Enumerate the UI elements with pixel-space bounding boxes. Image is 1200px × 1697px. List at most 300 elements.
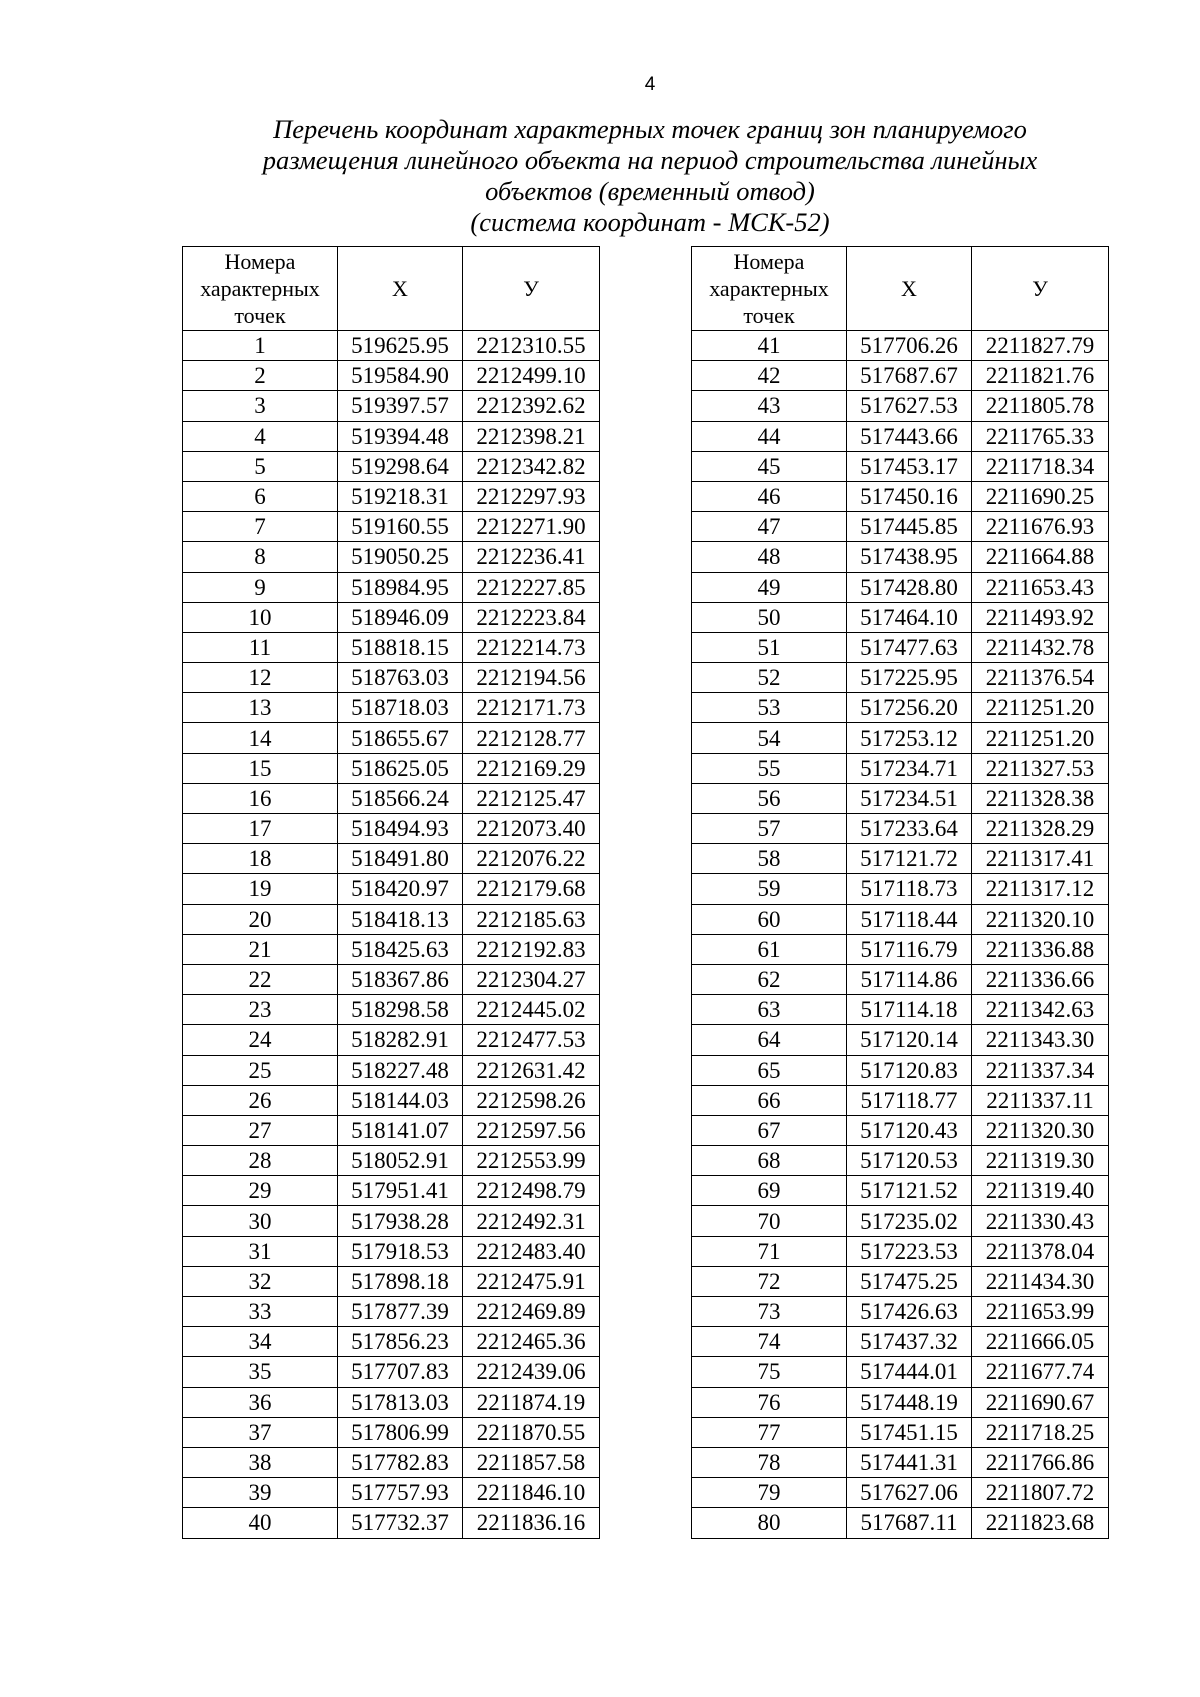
point-number-cell: 6 <box>183 481 338 511</box>
y-coordinate-cell: 2211319.30 <box>972 1146 1109 1176</box>
table-row <box>183 1387 600 1417</box>
x-coordinate-cell: 517441.31 <box>847 1447 972 1477</box>
header-y: У <box>463 247 600 331</box>
table-row <box>692 693 1109 723</box>
x-coordinate-cell: 518491.80 <box>338 844 463 874</box>
y-coordinate-cell: 2212073.40 <box>463 814 600 844</box>
y-coordinate-cell: 2211343.30 <box>972 1025 1109 1055</box>
y-coordinate-cell: 2212297.93 <box>463 481 600 511</box>
point-number-cell: 3 <box>183 391 338 421</box>
point-number-cell: 54 <box>692 723 847 753</box>
y-coordinate-cell: 2211434.30 <box>972 1266 1109 1296</box>
table-row <box>183 391 600 421</box>
table-row <box>692 331 1109 361</box>
header-point-number: Номера характерных точек <box>183 247 338 331</box>
x-coordinate-cell: 517118.44 <box>847 904 972 934</box>
point-number-cell: 57 <box>692 814 847 844</box>
x-coordinate-cell: 519625.95 <box>338 331 463 361</box>
table-row <box>692 1146 1109 1176</box>
point-number-cell: 78 <box>692 1447 847 1477</box>
x-coordinate-cell: 517732.37 <box>338 1508 463 1538</box>
point-number-cell: 5 <box>183 451 338 481</box>
y-coordinate-cell: 2212271.90 <box>463 512 600 542</box>
point-number-cell: 70 <box>692 1206 847 1236</box>
table-row <box>183 1266 600 1296</box>
table-row <box>692 1447 1109 1477</box>
point-number-cell: 25 <box>183 1055 338 1085</box>
title-line: (система координат - МСК-52) <box>470 207 830 237</box>
y-coordinate-cell: 2212475.91 <box>463 1266 600 1296</box>
point-number-cell: 63 <box>692 995 847 1025</box>
y-coordinate-cell: 2212171.73 <box>463 693 600 723</box>
x-coordinate-cell: 519397.57 <box>338 391 463 421</box>
point-number-cell: 24 <box>183 1025 338 1055</box>
x-coordinate-cell: 517706.26 <box>847 331 972 361</box>
point-number-cell: 61 <box>692 934 847 964</box>
table-row <box>183 1327 600 1357</box>
x-coordinate-cell: 517951.41 <box>338 1176 463 1206</box>
y-coordinate-cell: 2211251.20 <box>972 693 1109 723</box>
table-row <box>692 723 1109 753</box>
x-coordinate-cell: 517437.32 <box>847 1327 972 1357</box>
table-row <box>183 421 600 451</box>
y-coordinate-cell: 2211766.86 <box>972 1447 1109 1477</box>
point-number-cell: 60 <box>692 904 847 934</box>
table-row <box>692 572 1109 602</box>
point-number-cell: 75 <box>692 1357 847 1387</box>
y-coordinate-cell: 2212631.42 <box>463 1055 600 1085</box>
x-coordinate-cell: 518494.93 <box>338 814 463 844</box>
x-coordinate-cell: 517918.53 <box>338 1236 463 1266</box>
point-number-cell: 53 <box>692 693 847 723</box>
y-coordinate-cell: 2212499.10 <box>463 361 600 391</box>
point-number-cell: 48 <box>692 542 847 572</box>
x-coordinate-cell: 517444.01 <box>847 1357 972 1387</box>
y-coordinate-cell: 2212194.56 <box>463 663 600 693</box>
x-coordinate-cell: 517707.83 <box>338 1357 463 1387</box>
table-row <box>183 904 600 934</box>
x-coordinate-cell: 517114.18 <box>847 995 972 1025</box>
point-number-cell: 38 <box>183 1447 338 1477</box>
y-coordinate-cell: 2211874.19 <box>463 1387 600 1417</box>
point-number-cell: 50 <box>692 602 847 632</box>
table-row <box>183 632 600 662</box>
point-number-cell: 9 <box>183 572 338 602</box>
point-number-cell: 51 <box>692 632 847 662</box>
table-row <box>183 1478 600 1508</box>
table-row <box>692 783 1109 813</box>
header-x: X <box>847 247 972 331</box>
title-line: объектов (временный отвод) <box>485 176 815 206</box>
point-number-cell: 37 <box>183 1417 338 1447</box>
table-row <box>692 1417 1109 1447</box>
table-row <box>183 753 600 783</box>
table-row <box>183 1297 600 1327</box>
x-coordinate-cell: 517448.19 <box>847 1387 972 1417</box>
y-coordinate-cell: 2212223.84 <box>463 602 600 632</box>
y-coordinate-cell: 2212477.53 <box>463 1025 600 1055</box>
y-coordinate-cell: 2211330.43 <box>972 1206 1109 1236</box>
y-coordinate-cell: 2211807.72 <box>972 1478 1109 1508</box>
table-row <box>692 391 1109 421</box>
x-coordinate-cell: 517235.02 <box>847 1206 972 1236</box>
x-coordinate-cell: 519218.31 <box>338 481 463 511</box>
point-number-cell: 11 <box>183 632 338 662</box>
x-coordinate-cell: 517121.72 <box>847 844 972 874</box>
x-coordinate-cell: 518227.48 <box>338 1055 463 1085</box>
table-row <box>692 1206 1109 1236</box>
point-number-cell: 42 <box>692 361 847 391</box>
x-coordinate-cell: 517757.93 <box>338 1478 463 1508</box>
point-number-cell: 32 <box>183 1266 338 1296</box>
point-number-cell: 8 <box>183 542 338 572</box>
x-coordinate-cell: 517450.16 <box>847 481 972 511</box>
title-line: размещения линейного объекта на период строительства линейных <box>262 145 1038 175</box>
y-coordinate-cell: 2211327.53 <box>972 753 1109 783</box>
point-number-cell: 35 <box>183 1357 338 1387</box>
table-row <box>692 1266 1109 1296</box>
table-row <box>692 1115 1109 1145</box>
y-coordinate-cell: 2211718.25 <box>972 1417 1109 1447</box>
point-number-cell: 62 <box>692 964 847 994</box>
x-coordinate-cell: 519050.25 <box>338 542 463 572</box>
y-coordinate-cell: 2211836.16 <box>463 1508 600 1538</box>
x-coordinate-cell: 519160.55 <box>338 512 463 542</box>
x-coordinate-cell: 518367.86 <box>338 964 463 994</box>
x-coordinate-cell: 517253.12 <box>847 723 972 753</box>
y-coordinate-cell: 2212469.89 <box>463 1297 600 1327</box>
x-coordinate-cell: 518946.09 <box>338 602 463 632</box>
table-row <box>692 753 1109 783</box>
x-coordinate-cell: 517438.95 <box>847 542 972 572</box>
point-number-cell: 23 <box>183 995 338 1025</box>
table-row <box>692 1176 1109 1206</box>
y-coordinate-cell: 2212214.73 <box>463 632 600 662</box>
x-coordinate-cell: 517938.28 <box>338 1206 463 1236</box>
table-row <box>183 572 600 602</box>
y-coordinate-cell: 2211718.34 <box>972 451 1109 481</box>
point-number-cell: 20 <box>183 904 338 934</box>
y-coordinate-cell: 2211493.92 <box>972 602 1109 632</box>
y-coordinate-cell: 2211317.12 <box>972 874 1109 904</box>
point-number-cell: 58 <box>692 844 847 874</box>
table-header-row <box>183 247 600 331</box>
x-coordinate-cell: 518425.63 <box>338 934 463 964</box>
point-number-cell: 80 <box>692 1508 847 1538</box>
x-coordinate-cell: 517120.43 <box>847 1115 972 1145</box>
y-coordinate-cell: 2212310.55 <box>463 331 600 361</box>
x-coordinate-cell: 517687.11 <box>847 1508 972 1538</box>
point-number-cell: 74 <box>692 1327 847 1357</box>
table-row <box>183 814 600 844</box>
table-row <box>692 1236 1109 1266</box>
table-row <box>692 964 1109 994</box>
point-number-cell: 39 <box>183 1478 338 1508</box>
point-number-cell: 52 <box>692 663 847 693</box>
point-number-cell: 26 <box>183 1085 338 1115</box>
table-row <box>692 1387 1109 1417</box>
y-coordinate-cell: 2211378.04 <box>972 1236 1109 1266</box>
x-coordinate-cell: 519394.48 <box>338 421 463 451</box>
point-number-cell: 66 <box>692 1085 847 1115</box>
y-coordinate-cell: 2211805.78 <box>972 391 1109 421</box>
x-coordinate-cell: 517856.23 <box>338 1327 463 1357</box>
x-coordinate-cell: 517451.15 <box>847 1417 972 1447</box>
y-coordinate-cell: 2212445.02 <box>463 995 600 1025</box>
table-row <box>692 844 1109 874</box>
table-row <box>692 451 1109 481</box>
point-number-cell: 71 <box>692 1236 847 1266</box>
y-coordinate-cell: 2212483.40 <box>463 1236 600 1266</box>
table-row <box>183 1447 600 1477</box>
y-coordinate-cell: 2212598.26 <box>463 1085 600 1115</box>
table-row <box>692 421 1109 451</box>
x-coordinate-cell: 517475.25 <box>847 1266 972 1296</box>
point-number-cell: 64 <box>692 1025 847 1055</box>
table-row <box>692 874 1109 904</box>
y-coordinate-cell: 2212179.68 <box>463 874 600 904</box>
x-coordinate-cell: 517813.03 <box>338 1387 463 1417</box>
header-x: X <box>338 247 463 331</box>
y-coordinate-cell: 2211376.54 <box>972 663 1109 693</box>
y-coordinate-cell: 2211251.20 <box>972 723 1109 753</box>
point-number-cell: 29 <box>183 1176 338 1206</box>
table-row <box>183 934 600 964</box>
table-row <box>692 995 1109 1025</box>
point-number-cell: 79 <box>692 1478 847 1508</box>
table-row <box>183 1417 600 1447</box>
y-coordinate-cell: 2212236.41 <box>463 542 600 572</box>
table-row <box>692 542 1109 572</box>
x-coordinate-cell: 517225.95 <box>847 663 972 693</box>
point-number-cell: 7 <box>183 512 338 542</box>
y-coordinate-cell: 2211317.41 <box>972 844 1109 874</box>
y-coordinate-cell: 2211432.78 <box>972 632 1109 662</box>
x-coordinate-cell: 517116.79 <box>847 934 972 964</box>
y-coordinate-cell: 2211653.43 <box>972 572 1109 602</box>
point-number-cell: 13 <box>183 693 338 723</box>
y-coordinate-cell: 2212439.06 <box>463 1357 600 1387</box>
x-coordinate-cell: 517443.66 <box>847 421 972 451</box>
x-coordinate-cell: 517445.85 <box>847 512 972 542</box>
point-number-cell: 59 <box>692 874 847 904</box>
table-row <box>183 964 600 994</box>
y-coordinate-cell: 2211765.33 <box>972 421 1109 451</box>
table-row <box>183 1085 600 1115</box>
point-number-cell: 16 <box>183 783 338 813</box>
y-coordinate-cell: 2212125.47 <box>463 783 600 813</box>
point-number-cell: 31 <box>183 1236 338 1266</box>
x-coordinate-cell: 518655.67 <box>338 723 463 753</box>
x-coordinate-cell: 519584.90 <box>338 361 463 391</box>
point-number-cell: 76 <box>692 1387 847 1417</box>
x-coordinate-cell: 518298.58 <box>338 995 463 1025</box>
x-coordinate-cell: 517121.52 <box>847 1176 972 1206</box>
table-row <box>183 1236 600 1266</box>
x-coordinate-cell: 517256.20 <box>847 693 972 723</box>
point-number-cell: 28 <box>183 1146 338 1176</box>
y-coordinate-cell: 2211821.76 <box>972 361 1109 391</box>
y-coordinate-cell: 2211857.58 <box>463 1447 600 1477</box>
point-number-cell: 43 <box>692 391 847 421</box>
table-row <box>692 1478 1109 1508</box>
y-coordinate-cell: 2211690.25 <box>972 481 1109 511</box>
x-coordinate-cell: 518625.05 <box>338 753 463 783</box>
table-row <box>183 844 600 874</box>
point-number-cell: 22 <box>183 964 338 994</box>
table-row <box>692 361 1109 391</box>
coordinates-table-left <box>182 246 600 1539</box>
point-number-cell: 4 <box>183 421 338 451</box>
document-title <box>182 114 1118 238</box>
table-row <box>692 632 1109 662</box>
x-coordinate-cell: 518566.24 <box>338 783 463 813</box>
x-coordinate-cell: 518144.03 <box>338 1085 463 1115</box>
y-coordinate-cell: 2211337.34 <box>972 1055 1109 1085</box>
y-coordinate-cell: 2211827.79 <box>972 331 1109 361</box>
point-number-cell: 44 <box>692 421 847 451</box>
y-coordinate-cell: 2212227.85 <box>463 572 600 602</box>
y-coordinate-cell: 2211664.88 <box>972 542 1109 572</box>
x-coordinate-cell: 517118.77 <box>847 1085 972 1115</box>
y-coordinate-cell: 2211320.30 <box>972 1115 1109 1145</box>
point-number-cell: 40 <box>183 1508 338 1538</box>
x-coordinate-cell: 517627.06 <box>847 1478 972 1508</box>
table-row <box>183 663 600 693</box>
y-coordinate-cell: 2211870.55 <box>463 1417 600 1447</box>
point-number-cell: 46 <box>692 481 847 511</box>
y-coordinate-cell: 2211328.29 <box>972 814 1109 844</box>
table-row <box>183 512 600 542</box>
point-number-cell: 21 <box>183 934 338 964</box>
table-row <box>183 451 600 481</box>
table-row <box>692 663 1109 693</box>
x-coordinate-cell: 517782.83 <box>338 1447 463 1477</box>
coordinates-table-right <box>691 246 1109 1539</box>
table-row <box>183 1206 600 1236</box>
table-row <box>692 1357 1109 1387</box>
table-row <box>183 1357 600 1387</box>
point-number-cell: 55 <box>692 753 847 783</box>
point-number-cell: 19 <box>183 874 338 904</box>
y-coordinate-cell: 2211666.05 <box>972 1327 1109 1357</box>
point-number-cell: 77 <box>692 1417 847 1447</box>
table-row <box>183 1176 600 1206</box>
table-row <box>183 361 600 391</box>
x-coordinate-cell: 517806.99 <box>338 1417 463 1447</box>
x-coordinate-cell: 517114.86 <box>847 964 972 994</box>
table-header-row <box>692 247 1109 331</box>
x-coordinate-cell: 518420.97 <box>338 874 463 904</box>
table-row <box>692 1327 1109 1357</box>
page-number: 4 <box>644 74 656 95</box>
point-number-cell: 45 <box>692 451 847 481</box>
y-coordinate-cell: 2211319.40 <box>972 1176 1109 1206</box>
y-coordinate-cell: 2212392.62 <box>463 391 600 421</box>
table-row <box>692 1085 1109 1115</box>
y-coordinate-cell: 2212492.31 <box>463 1206 600 1236</box>
table-row <box>692 1508 1109 1538</box>
x-coordinate-cell: 517687.67 <box>847 361 972 391</box>
point-number-cell: 49 <box>692 572 847 602</box>
x-coordinate-cell: 517877.39 <box>338 1297 463 1327</box>
x-coordinate-cell: 518282.91 <box>338 1025 463 1055</box>
table-row <box>183 1055 600 1085</box>
table-row <box>692 602 1109 632</box>
x-coordinate-cell: 517118.73 <box>847 874 972 904</box>
table-row <box>692 1297 1109 1327</box>
table-row <box>692 1055 1109 1085</box>
point-number-cell: 1 <box>183 331 338 361</box>
table-row <box>183 331 600 361</box>
table-row <box>183 542 600 572</box>
x-coordinate-cell: 519298.64 <box>338 451 463 481</box>
x-coordinate-cell: 518818.15 <box>338 632 463 662</box>
table-row <box>183 1025 600 1055</box>
table-row <box>692 814 1109 844</box>
y-coordinate-cell: 2211320.10 <box>972 904 1109 934</box>
x-coordinate-cell: 517627.53 <box>847 391 972 421</box>
table-row <box>692 1025 1109 1055</box>
point-number-cell: 10 <box>183 602 338 632</box>
point-number-cell: 34 <box>183 1327 338 1357</box>
x-coordinate-cell: 518052.91 <box>338 1146 463 1176</box>
point-number-cell: 56 <box>692 783 847 813</box>
x-coordinate-cell: 517898.18 <box>338 1266 463 1296</box>
y-coordinate-cell: 2211342.63 <box>972 995 1109 1025</box>
x-coordinate-cell: 518763.03 <box>338 663 463 693</box>
table-row <box>183 693 600 723</box>
x-coordinate-cell: 517120.14 <box>847 1025 972 1055</box>
point-number-cell: 68 <box>692 1146 847 1176</box>
point-number-cell: 65 <box>692 1055 847 1085</box>
y-coordinate-cell: 2212185.63 <box>463 904 600 934</box>
x-coordinate-cell: 517233.64 <box>847 814 972 844</box>
x-coordinate-cell: 517223.53 <box>847 1236 972 1266</box>
table-row <box>183 1508 600 1538</box>
x-coordinate-cell: 518718.03 <box>338 693 463 723</box>
y-coordinate-cell: 2212128.77 <box>463 723 600 753</box>
table-row <box>183 602 600 632</box>
table-row <box>692 481 1109 511</box>
y-coordinate-cell: 2212597.56 <box>463 1115 600 1145</box>
x-coordinate-cell: 518418.13 <box>338 904 463 934</box>
y-coordinate-cell: 2212342.82 <box>463 451 600 481</box>
x-coordinate-cell: 517234.51 <box>847 783 972 813</box>
point-number-cell: 2 <box>183 361 338 391</box>
point-number-cell: 14 <box>183 723 338 753</box>
y-coordinate-cell: 2212192.83 <box>463 934 600 964</box>
table-row <box>183 1115 600 1145</box>
point-number-cell: 67 <box>692 1115 847 1145</box>
y-coordinate-cell: 2211336.66 <box>972 964 1109 994</box>
y-coordinate-cell: 2211653.99 <box>972 1297 1109 1327</box>
table-row <box>692 512 1109 542</box>
table-row <box>692 934 1109 964</box>
header-y: У <box>972 247 1109 331</box>
table-row <box>183 874 600 904</box>
point-number-cell: 18 <box>183 844 338 874</box>
x-coordinate-cell: 518141.07 <box>338 1115 463 1145</box>
point-number-cell: 36 <box>183 1387 338 1417</box>
point-number-cell: 69 <box>692 1176 847 1206</box>
y-coordinate-cell: 2212498.79 <box>463 1176 600 1206</box>
x-coordinate-cell: 517120.83 <box>847 1055 972 1085</box>
table-row <box>183 481 600 511</box>
y-coordinate-cell: 2212398.21 <box>463 421 600 451</box>
point-number-cell: 72 <box>692 1266 847 1296</box>
table-row <box>183 1146 600 1176</box>
